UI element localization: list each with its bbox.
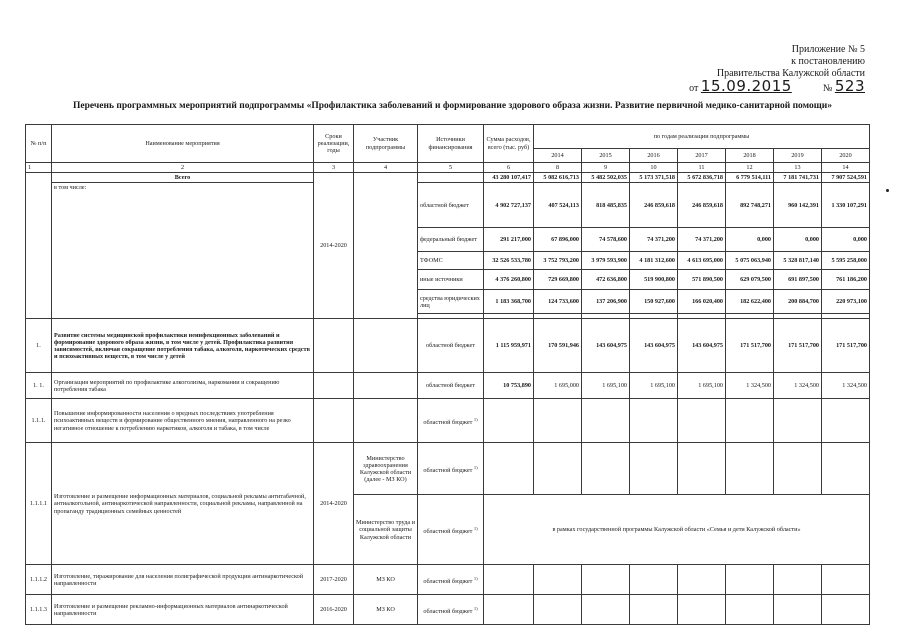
value-cell: 0,000	[774, 228, 822, 252]
value-cell: 7 181 741,731	[774, 173, 822, 183]
source-label: федеральный бюджет	[418, 228, 484, 252]
table-row-1-1	[26, 373, 870, 399]
row-name: Повышение информированности населения о вредных последствиях употребления психоактивных веществ и формирование общественного мнения, направленного на резко негативное отношение к потреблению наркотиков, алкоголя и табака, в том числе	[52, 399, 314, 443]
value-cell: 7 907 524,591	[822, 173, 870, 183]
row-name: Развитие системы медицинской профилактики неинфекционных заболеваний и формирование здорового образа жизни, в том числе у детей. Профилактика развития зависимостей, включая сокращение потребления табака, алкоголя, наркотических средств и психоактивных веществ, в том числе у детей	[52, 319, 314, 373]
empty-cell	[774, 565, 822, 595]
colnum-cell: 5	[418, 163, 484, 173]
value-cell: 170 591,946	[534, 319, 582, 373]
value-cell: 5 328 817,140	[774, 252, 822, 270]
value-cell: 1 695,100	[630, 373, 678, 399]
total-label: Всего	[52, 173, 314, 183]
year-cell: 2018	[726, 149, 774, 163]
document-title: Перечень программных мероприятий подпрограммы «Профилактика заболеваний и формирование здорового образа жизни. Развитие первичной медико-санитарной помощи»	[73, 101, 832, 111]
value-cell: 1 695,000	[534, 373, 582, 399]
row-name: Изготовление и размещение информационных материалов, социальной рекламы антитабачной, антиалкогольной, антинаркотической направленности, социальной рекламы, направленной на пропаганду традиционных семейных ценностей	[52, 443, 314, 565]
scan-dot	[886, 189, 889, 192]
total-period: 2014-2020	[314, 173, 354, 319]
row-num: 1. 1.	[26, 373, 52, 399]
colnum-cell: 9	[582, 163, 630, 173]
empty-cell	[314, 319, 354, 373]
number-prefix: №	[822, 83, 833, 94]
value-cell: 74 578,600	[582, 228, 630, 252]
footnote-mark: 1)	[473, 416, 478, 422]
value-cell: 729 669,800	[534, 270, 582, 290]
value-cell: 571 890,500	[678, 270, 726, 290]
table-row-1-1-1-3	[26, 595, 870, 625]
empty-cell	[484, 565, 534, 595]
year-cell: 2016	[630, 149, 678, 163]
value-cell: 5 482 502,035	[582, 173, 630, 183]
empty-cell	[822, 565, 870, 595]
empty-cell	[726, 595, 774, 625]
colnum-cell: 14	[822, 163, 870, 173]
value-cell: 74 371,200	[678, 228, 726, 252]
empty-cell	[822, 443, 870, 495]
program-table	[25, 124, 870, 625]
total-row	[26, 173, 870, 183]
value-cell: 10 753,890	[484, 373, 534, 399]
row-name: Изготовление, тиражирование для населения полиграфической продукции антинаркотической направленности	[52, 565, 314, 595]
value-cell: 818 485,835	[582, 183, 630, 228]
source-label-cell	[418, 443, 484, 495]
value-cell: 691 897,500	[774, 270, 822, 290]
row-name: Изготовление и размещение рекламно-информационных материалов антинаркотической направленности	[52, 595, 314, 625]
value-cell: 143 604,975	[582, 319, 630, 373]
value-cell: 246 859,618	[678, 183, 726, 228]
source-label-cell	[418, 565, 484, 595]
value-cell: 1 324,500	[774, 373, 822, 399]
source-label: областной бюджет	[423, 577, 473, 585]
decree-date-line	[689, 77, 865, 95]
value-cell: 1 330 107,291	[822, 183, 870, 228]
value-cell: 220 973,100	[822, 290, 870, 314]
empty-cell	[726, 399, 774, 443]
value-cell: 1 695,100	[582, 373, 630, 399]
value-cell: 43 280 107,417	[484, 173, 534, 183]
footnote-mark: 1)	[473, 525, 478, 531]
footnote-mark: 1)	[473, 605, 478, 611]
empty-cell	[774, 399, 822, 443]
source-label: областной бюджет	[418, 183, 484, 228]
empty-cell	[678, 565, 726, 595]
source-label: областной бюджет	[423, 466, 473, 474]
value-cell: 3 752 793,200	[534, 252, 582, 270]
source-label-cell	[418, 595, 484, 625]
value-cell: 67 896,000	[534, 228, 582, 252]
year-cell: 2019	[774, 149, 822, 163]
col-participant: Участник подпрограммы	[354, 125, 418, 163]
empty-cell	[582, 399, 630, 443]
value-cell: 182 622,400	[726, 290, 774, 314]
colnum-cell: 10	[630, 163, 678, 173]
participant-cell: Министерство труда и социальной защиты Калужской области	[354, 495, 418, 565]
program-note: в рамках государственной программы Калужской области «Семья и дети Калужской области»	[484, 495, 870, 565]
empty-cell	[582, 565, 630, 595]
document-header	[689, 44, 865, 95]
source-label: областной бюджет	[423, 527, 473, 535]
empty-cell	[726, 565, 774, 595]
empty-cell	[774, 443, 822, 495]
year-cell: 2015	[582, 149, 630, 163]
total-num-cell	[26, 173, 52, 319]
table-row-1	[26, 319, 870, 373]
colnum-cell: 2	[52, 163, 314, 173]
col-terms: Сроки реализации, годы	[314, 125, 354, 163]
value-cell: 6 779 514,111	[726, 173, 774, 183]
value-cell: 4 376 260,800	[484, 270, 534, 290]
value-cell: 0,000	[822, 228, 870, 252]
colnum-cell: 13	[774, 163, 822, 173]
row-name: Организация мероприятий по профилактике алкоголизма, наркомании и сокращению потребления табака	[52, 373, 314, 399]
colnum-cell: 6	[484, 163, 534, 173]
source-label: областной бюджет	[418, 373, 484, 399]
empty-cell	[534, 443, 582, 495]
year-cell: 2017	[678, 149, 726, 163]
value-cell: 1 115 959,971	[484, 319, 534, 373]
value-cell: 629 079,500	[726, 270, 774, 290]
empty-cell	[822, 399, 870, 443]
appendix-ref: к постановлению	[791, 56, 865, 67]
row-num: 1.	[26, 319, 52, 373]
empty-cell	[354, 319, 418, 373]
value-cell: 171 517,700	[822, 319, 870, 373]
empty-cell	[484, 595, 534, 625]
total-source-cell	[418, 173, 484, 183]
colnum-cell: 8	[534, 163, 582, 173]
participant-cell: МЗ КО	[354, 595, 418, 625]
source-label: иные источники	[418, 270, 484, 290]
value-cell: 171 517,700	[726, 319, 774, 373]
source-label-cell	[418, 399, 484, 443]
table-row-1-1-1-2	[26, 565, 870, 595]
year-cell: 2020	[822, 149, 870, 163]
row-period: 2017-2020	[314, 565, 354, 595]
empty-cell	[314, 399, 354, 443]
empty-cell	[630, 565, 678, 595]
value-cell: 960 142,391	[774, 183, 822, 228]
empty-cell	[678, 443, 726, 495]
value-cell: 143 604,975	[630, 319, 678, 373]
value-cell: 150 927,600	[630, 290, 678, 314]
value-cell: 472 636,800	[582, 270, 630, 290]
value-cell: 892 748,271	[726, 183, 774, 228]
col-total: Сумма расходов, всего (тыс. руб)	[484, 125, 534, 163]
empty-cell	[534, 565, 582, 595]
col-by-years: по годам реализации подпрограммы	[534, 125, 870, 149]
column-numbers-row	[26, 163, 870, 173]
source-label: областной бюджет	[423, 418, 473, 426]
value-cell: 166 020,400	[678, 290, 726, 314]
value-cell: 5 173 371,518	[630, 173, 678, 183]
table-row-1-1-1-1-a	[26, 443, 870, 495]
empty-cell	[678, 595, 726, 625]
row-num: 1.1.1.2	[26, 565, 52, 595]
empty-cell	[630, 595, 678, 625]
value-cell: 5 595 258,000	[822, 252, 870, 270]
colnum-cell: 12	[726, 163, 774, 173]
value-cell: 1 183 368,700	[484, 290, 534, 314]
empty-cell	[484, 443, 534, 495]
empty-cell	[630, 399, 678, 443]
row-period: 2014-2020	[314, 443, 354, 565]
value-cell: 200 884,700	[774, 290, 822, 314]
empty-cell	[354, 399, 418, 443]
table-header-row	[26, 125, 870, 149]
incl-label: в том числе:	[52, 183, 314, 319]
regional-budget-row	[26, 183, 870, 228]
col-name: Наименование мероприятия	[52, 125, 314, 163]
appendix-label: Приложение № 5	[791, 44, 865, 55]
value-cell: 1 324,500	[822, 373, 870, 399]
row-num: 1.1.1.	[26, 399, 52, 443]
source-label: ТФОМС	[418, 252, 484, 270]
empty-cell	[484, 399, 534, 443]
participant-cell: Министерство здравоохранения Калужской области (далее - МЗ КО)	[354, 443, 418, 495]
row-num: 1.1.1.3	[26, 595, 52, 625]
year-cell: 2014	[534, 149, 582, 163]
value-cell: 5 082 616,713	[534, 173, 582, 183]
value-cell: 3 979 593,900	[582, 252, 630, 270]
row-num: 1.1.1.1	[26, 443, 52, 565]
empty-cell	[354, 373, 418, 399]
footnote-mark: 1)	[473, 464, 478, 470]
empty-cell	[314, 373, 354, 399]
value-cell: 74 371,200	[630, 228, 678, 252]
value-cell: 1 324,500	[726, 373, 774, 399]
colnum-cell: 3	[314, 163, 354, 173]
date-prefix: от	[689, 83, 699, 94]
value-cell: 124 733,600	[534, 290, 582, 314]
empty-cell	[822, 595, 870, 625]
row-period: 2016-2020	[314, 595, 354, 625]
empty-cell	[726, 443, 774, 495]
value-cell: 519 900,800	[630, 270, 678, 290]
empty-cell	[534, 595, 582, 625]
value-cell: 5 075 063,940	[726, 252, 774, 270]
colnum-cell: 11	[678, 163, 726, 173]
decree-date: 15.09.2015	[700, 77, 792, 95]
source-label: областной бюджет	[418, 319, 484, 373]
value-cell: 4 613 695,000	[678, 252, 726, 270]
appendix-authority: Правительства Калужской области	[716, 68, 865, 79]
value-cell: 761 186,200	[822, 270, 870, 290]
col-num: № п/п	[26, 125, 52, 163]
value-cell: 137 206,900	[582, 290, 630, 314]
value-cell: 143 604,975	[678, 319, 726, 373]
empty-cell	[630, 443, 678, 495]
source-label-cell	[418, 495, 484, 565]
value-cell: 171 517,700	[774, 319, 822, 373]
value-cell: 4 181 312,600	[630, 252, 678, 270]
empty-cell	[534, 399, 582, 443]
value-cell: 291 217,000	[484, 228, 534, 252]
value-cell: 32 526 533,780	[484, 252, 534, 270]
empty-cell	[582, 595, 630, 625]
source-label: областной бюджет	[423, 607, 473, 615]
value-cell: 4 902 727,137	[484, 183, 534, 228]
value-cell: 0,000	[726, 228, 774, 252]
col-source: Источники финансирования	[418, 125, 484, 163]
value-cell: 407 524,113	[534, 183, 582, 228]
total-participant-cell	[354, 173, 418, 319]
colnum-cell: 1	[26, 163, 52, 173]
empty-cell	[678, 399, 726, 443]
colnum-cell: 4	[354, 163, 418, 173]
participant-cell: МЗ КО	[354, 565, 418, 595]
footnote-mark: 1)	[473, 575, 478, 581]
empty-cell	[582, 443, 630, 495]
decree-number: 523	[834, 77, 865, 95]
value-cell: 5 672 836,718	[678, 173, 726, 183]
value-cell: 1 695,100	[678, 373, 726, 399]
table-row-1-1-1	[26, 399, 870, 443]
value-cell: 246 859,618	[630, 183, 678, 228]
empty-cell	[774, 595, 822, 625]
source-label: средства юридических лиц	[418, 290, 484, 314]
